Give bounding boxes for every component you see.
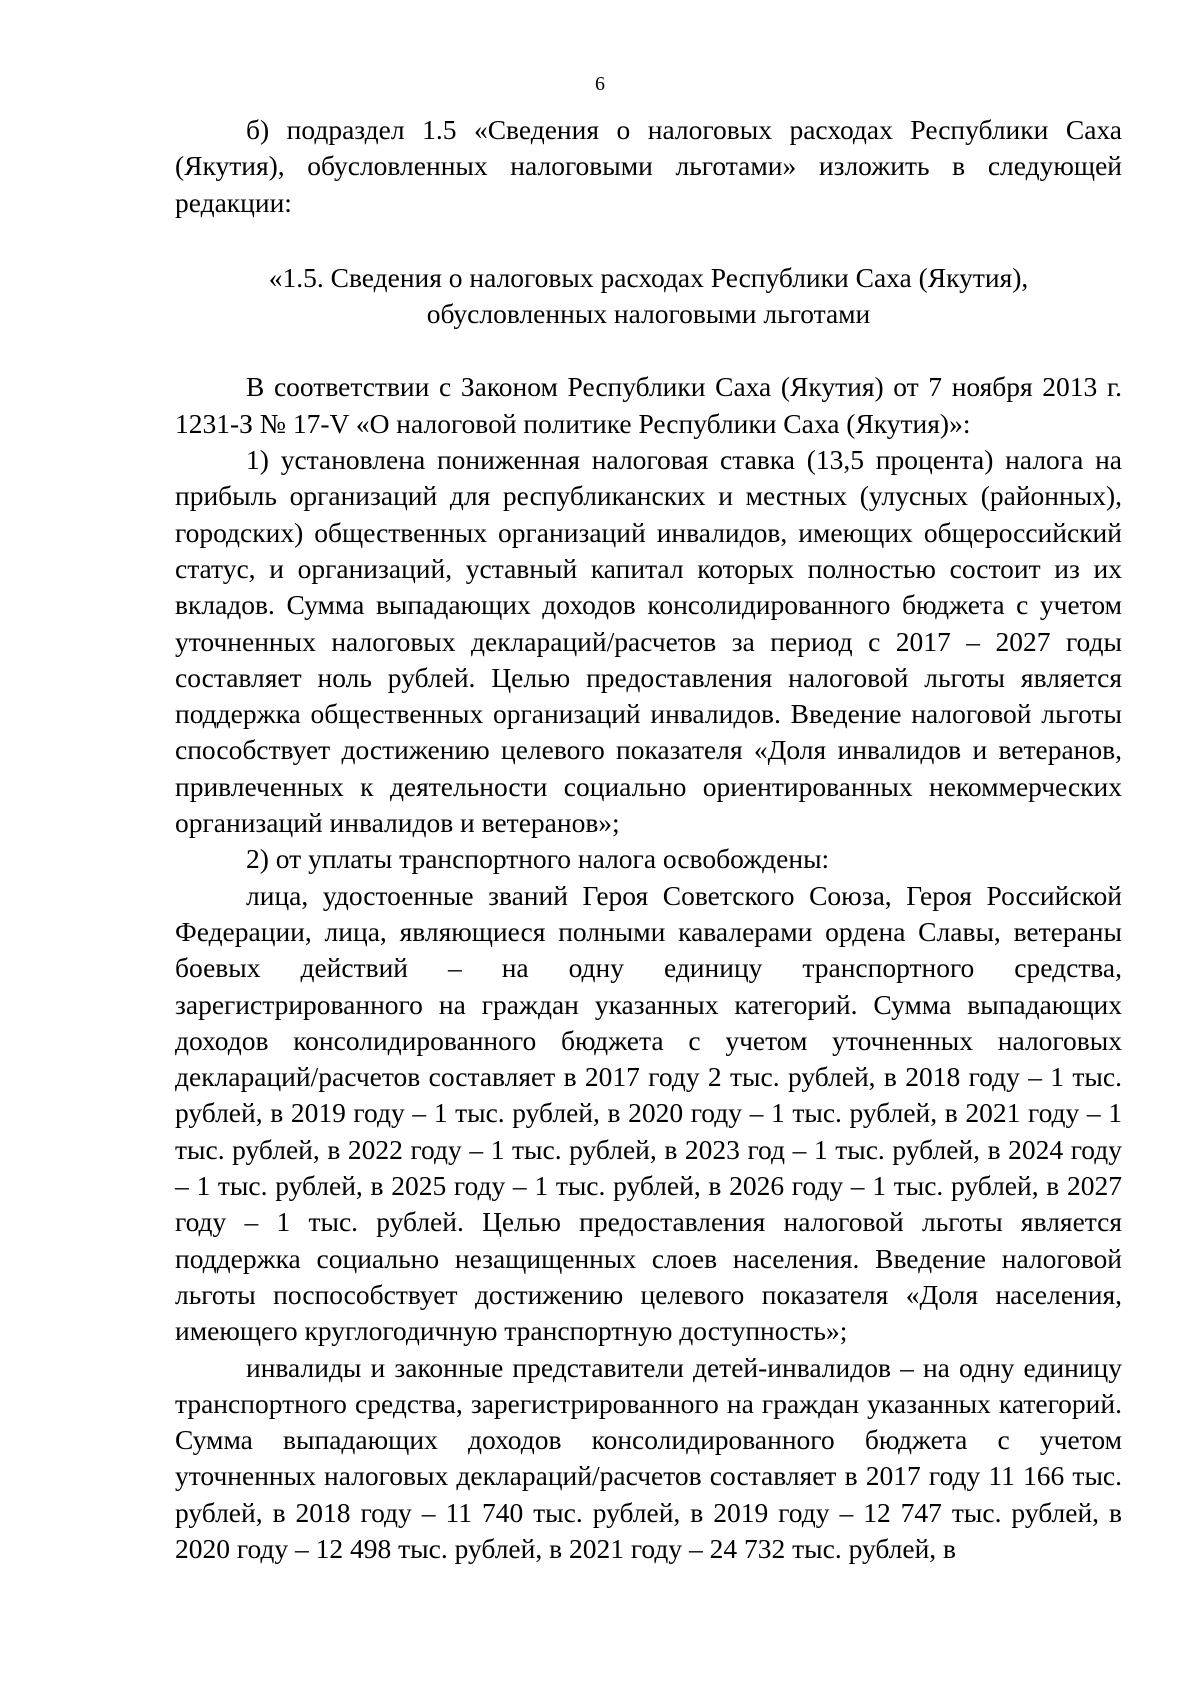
intro-paragraph: б) подраздел 1.5 «Сведения о налоговых расходах Республики Саха (Якутия), обусловленных налоговыми льготами» изложить в следующей редакции: <box>175 114 1122 218</box>
section-heading-line-1: «1.5. Сведения о налоговых расходах Республики Саха (Якутия), <box>268 261 1029 293</box>
document-body <box>175 112 1122 1567</box>
page-number: 6 <box>595 73 605 95</box>
body-paragraph-heroes-veterans: лица, удостоенные званий Героя Советского Союза, Героя Российской Федерации, лица, являющиеся полными кавалерами ордена Славы, ветераны боевых действий – на одну единицу транспортного средства, зарегистрированного на граждан указанных категорий. Сумма выпадающих доходов консолидированного бюджета с учетом уточненных налоговых деклараций/расчетов составляет в 2017 году 2 тыс. рублей, в 2018 году – 1 тыс. рублей, в 2019 году – 1 тыс. рублей, в 2020 году – 1 тыс. рублей, в 2021 году – 1 тыс. рублей, в 2022 году – 1 тыс. рублей, в 2023 год – 1 тыс. рублей, в 2024 году – 1 тыс. рублей, в 2025 году – 1 тыс. рублей, в 2026 году – 1 тыс. рублей, в 2027 году – 1 тыс. рублей. Целью предоставления налоговой льготы является поддержка социально незащищенных слоев населения. Введение налоговой льготы поспособствует достижению целевого показателя «Доля населения, имеющего круглогодичную транспортную доступность»; <box>175 879 1122 1347</box>
body-paragraph-item-2: 2) от уплаты транспортного налога освобождены: <box>246 843 830 875</box>
body-paragraph-item-1: 1) установлена пониженная налоговая ставка (13,5 процента) налога на прибыль организаций для республиканских и местных (улусных (районных), городских) общественных организаций инвалидов, имеющих общероссийский статус, и организаций, уставный капитал которых полностью состоит из их вкладов. Сумма выпадающих доходов консолидированного бюджета с учетом уточненных налоговых деклараций/расчетов за период с 2017 – 2027 годы составляет ноль рублей. Целью предоставления налоговой льготы является поддержка общественных организаций инвалидов. Введение налоговой льготы способствует достижению целевого показателя «Доля инвалидов и ветеранов, привлеченных к деятельности социально ориентированных некоммерческих организаций инвалидов и ветеранов»; <box>175 444 1122 839</box>
section-heading-line-2: обусловленных налоговыми льготами <box>426 298 871 330</box>
spacer <box>175 332 1122 369</box>
body-paragraph-disabled-persons: инвалиды и законные представители детей-инвалидов – на одну единицу транспортного средства, зарегистрированного на граждан указанных категорий. Сумма выпадающих доходов консолидированного бюджета с учетом уточненных налоговых деклараций/расчетов составляет в 2017 году 11 166 тыс. рублей, в 2018 году – 11 740 тыс. рублей, в 2019 году – 12 747 тыс. рублей, в 2020 году – 12 498 тыс. рублей, в 2021 году – 24 732 тыс. рублей, в <box>175 1351 1122 1564</box>
body-paragraph-law-reference: В соответствии с Законом Республики Саха (Якутия) от 7 ноября 2013 г. 1231-З № 17-V «О налоговой политике Республики Саха (Якутия)»: <box>175 371 1122 439</box>
spacer <box>175 221 1122 260</box>
